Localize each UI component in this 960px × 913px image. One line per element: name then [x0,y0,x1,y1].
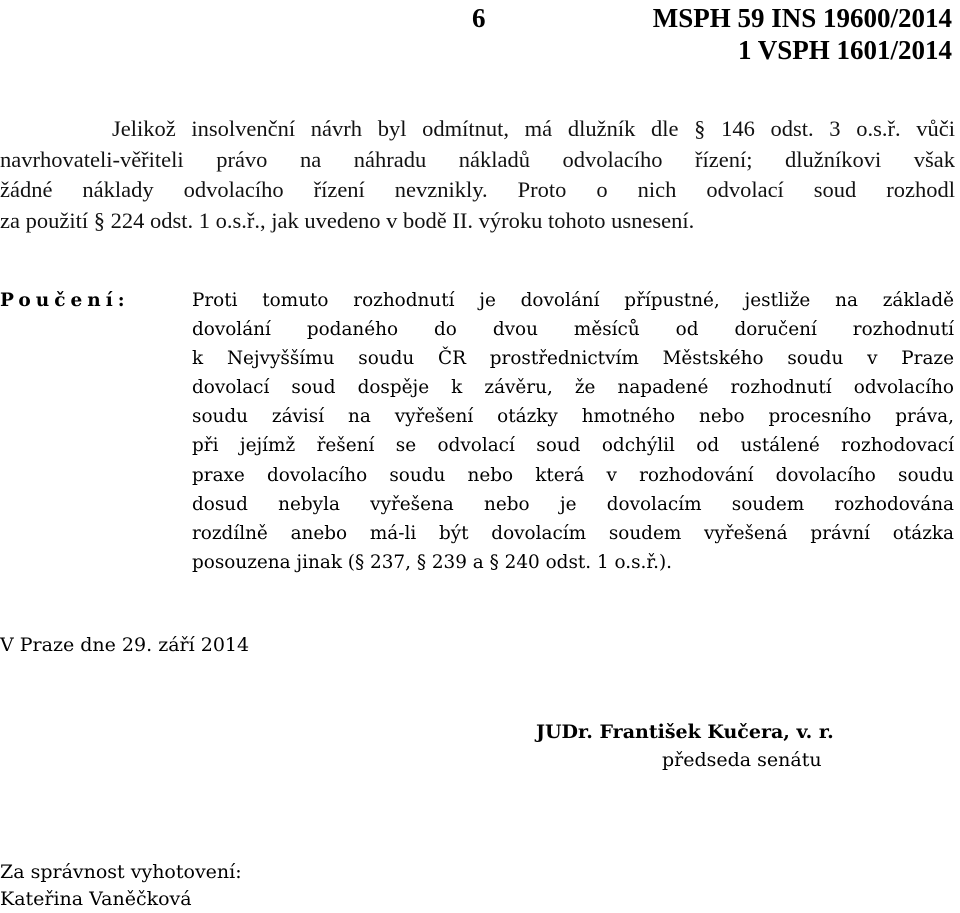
instruction-line: soudu závisí na vyřešení otázky hmotného nebo procesního práva, [192,406,954,428]
file-number-appeal: 1 VSPH 1601/2014 [737,35,952,65]
instruction-line: rozdílně anebo má-li být dovolacím soudem vyřešená právní otázka [192,522,954,544]
instruction-line: Proti tomuto rozhodnutí je dovolání přípustné, jestliže na základě [192,290,954,311]
reasoning-line: navrhovateli-věřiteli právo na náhradu nákladů odvolacího řízení; dlužníkovi však [0,146,955,172]
date-place: V Praze dne 29. září 2014 [0,634,250,656]
instruction-line: praxe dovolacího soudu nebo která v rozhodování dovolacího soudu [192,464,954,486]
instruction-line: dovolání podaného do dvou měsíců od doručení rozhodnutí [192,319,954,341]
reasoning-line: žádné náklady odvolacího řízení nevznikly. Proto o nich odvolací soud rozhodl [0,177,955,202]
signatory-name: JUDr. František Kučera, v. r. [536,721,834,743]
instruction-line: při jejímž řešení se odvolací soud odchýlil od ustálené rozhodovací [192,435,954,457]
reasoning-paragraph [0,114,955,236]
instruction-line: k Nejvyššímu soudu ČR prostřednictvím Městského soudu v Praze [192,348,954,370]
signatory-role: předseda senátu [662,749,822,771]
instruction-label: Poučení: [0,290,130,311]
instruction-line: dosud nebyla vyřešena nebo je dovolacím soudem rozhodována [192,493,954,515]
instruction-line: posouzena jinak (§ 237, § 239 a § 240 odst. 1 o.s.ř.). [192,551,673,573]
reasoning-line: za použití § 224 odst. 1 o.s.ř., jak uvedeno v bodě II. výroku tohoto usnesení. [0,207,695,233]
instruction-paragraph [192,286,954,577]
reasoning-line: Jelikož insolvenční návrh byl odmítnut, má dlužník dle § 146 odst. 3 o.s.ř. vůči [112,116,955,141]
verification-label: Za správnost vyhotovení: [0,861,242,883]
file-number-insolvency: MSPH 59 INS 19600/2014 [652,3,952,33]
page-number: 6 [472,3,486,33]
instruction-line: dovolací soud dospěje k závěru, že napadené rozhodnutí odvolacího [192,377,954,399]
verification-name: Kateřina Vaněčková [0,888,192,910]
